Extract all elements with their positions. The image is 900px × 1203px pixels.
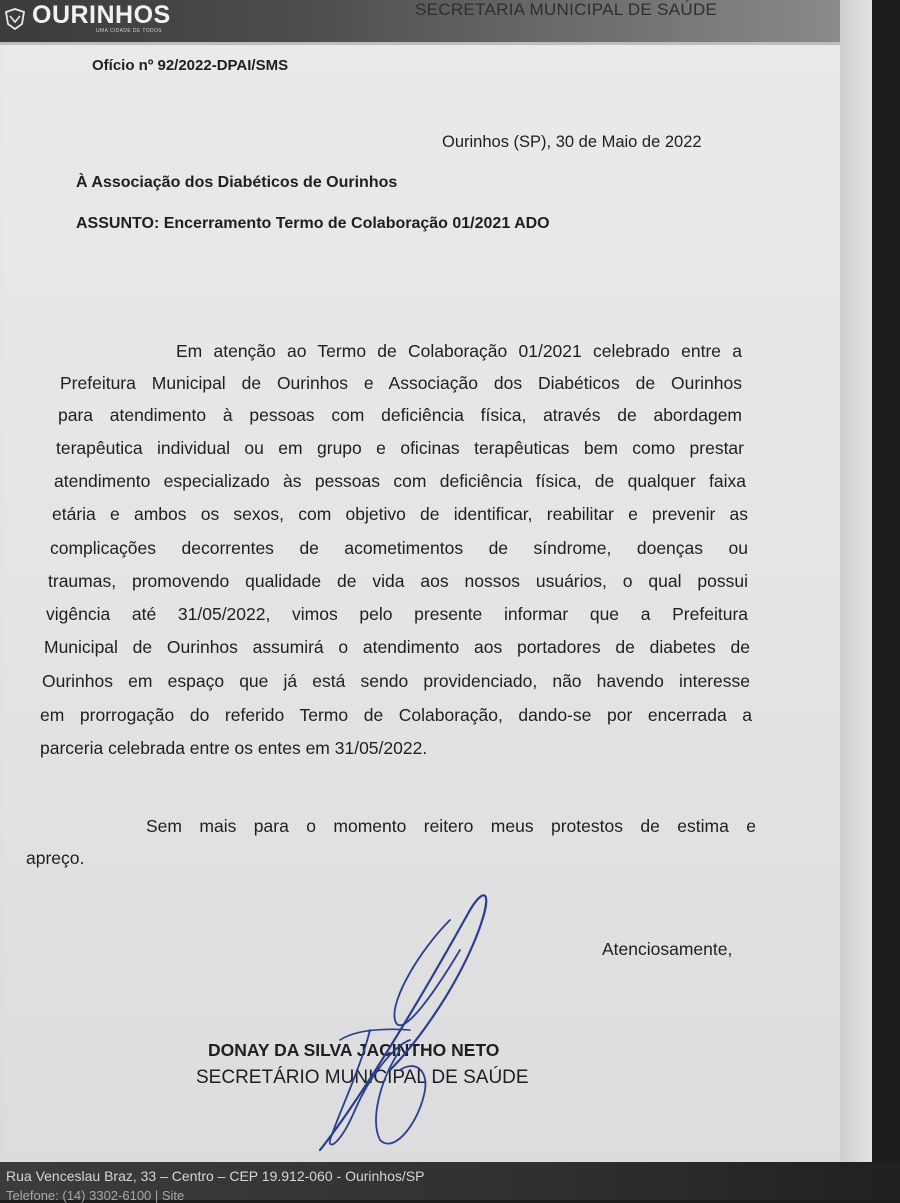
body-line: terapêutica individual ou em grupo e oficinas terapêuticas bem como prestar <box>56 438 744 458</box>
logo-tagline: UMA CIDADE DE TODOS <box>96 28 163 34</box>
body-line: Ourinhos em espaço que já está sendo providenciado, não havendo interesse <box>42 671 750 691</box>
body-line: Em atenção ao Termo de Colaboração 01/2021 celebrado entre a <box>176 341 742 361</box>
regards: Atenciosamente, <box>602 939 733 959</box>
footer-address: Rua Venceslau Braz, 33 – Centro – CEP 19.912-060 - Ourinhos/SP <box>6 1168 425 1184</box>
logo-text: OURINHOS <box>32 1 171 29</box>
body-line: parceria celebrada entre os entes em 31/05/2022. <box>40 738 428 758</box>
subject: ASSUNTO: Encerramento Termo de Colaboração 01/2021 ADO <box>76 215 550 232</box>
signer-name: DONAY DA SILVA JACINTHO NETO <box>208 1040 500 1060</box>
letter-reference: Ofício nº 92/2022-DPAI/SMS <box>92 57 289 74</box>
body-line: Municipal de Ourinhos assumirá o atendimento aos portadores de diabetes de <box>44 637 750 657</box>
body-line: etária e ambos os sexos, com objetivo de identificar, reabilitar e prevenir as <box>52 504 748 524</box>
body-line: atendimento especializado às pessoas com deficiência física, de qualquer faixa <box>54 471 746 491</box>
closing-line-2: apreço. <box>26 848 85 868</box>
recipient: À Associação dos Diabéticos de Ourinhos <box>76 174 398 191</box>
body-line: para atendimento à pessoas com deficiência física, através de abordagem <box>58 405 742 425</box>
body-line: Prefeitura Municipal de Ourinhos e Associação dos Diabéticos de Ourinhos <box>60 373 742 393</box>
letter-footer <box>0 1162 900 1203</box>
city-logo <box>4 2 171 40</box>
page-edge <box>840 0 872 1200</box>
signer-title: SECRETÁRIO MUNICIPAL DE SAÚDE <box>196 1067 529 1088</box>
body-line: em prorrogação do referido Termo de Colaboração, dando-se por encerrada a <box>40 705 752 725</box>
department-title: SECRETARIA MUNICIPAL DE SAÚDE <box>415 0 718 19</box>
footer-phone: Telefone: (14) 3302-6100 | Site <box>6 1188 185 1203</box>
body-line: complicações decorrentes de acometimentos de síndrome, doenças ou <box>50 538 748 558</box>
letterhead <box>0 0 840 45</box>
body-line: vigência até 31/05/2022, vimos pelo presente informar que a Prefeitura <box>46 604 748 624</box>
handwritten-signature <box>300 880 520 1160</box>
place-date: Ourinhos (SP), 30 de Maio de 2022 <box>442 133 702 151</box>
closing-line: Sem mais para o momento reitero meus protestos de estima e <box>146 816 756 836</box>
body-line: traumas, promovendo qualidade de vida aos nossos usuários, o qual possui <box>48 571 748 591</box>
shield-icon <box>4 8 26 30</box>
